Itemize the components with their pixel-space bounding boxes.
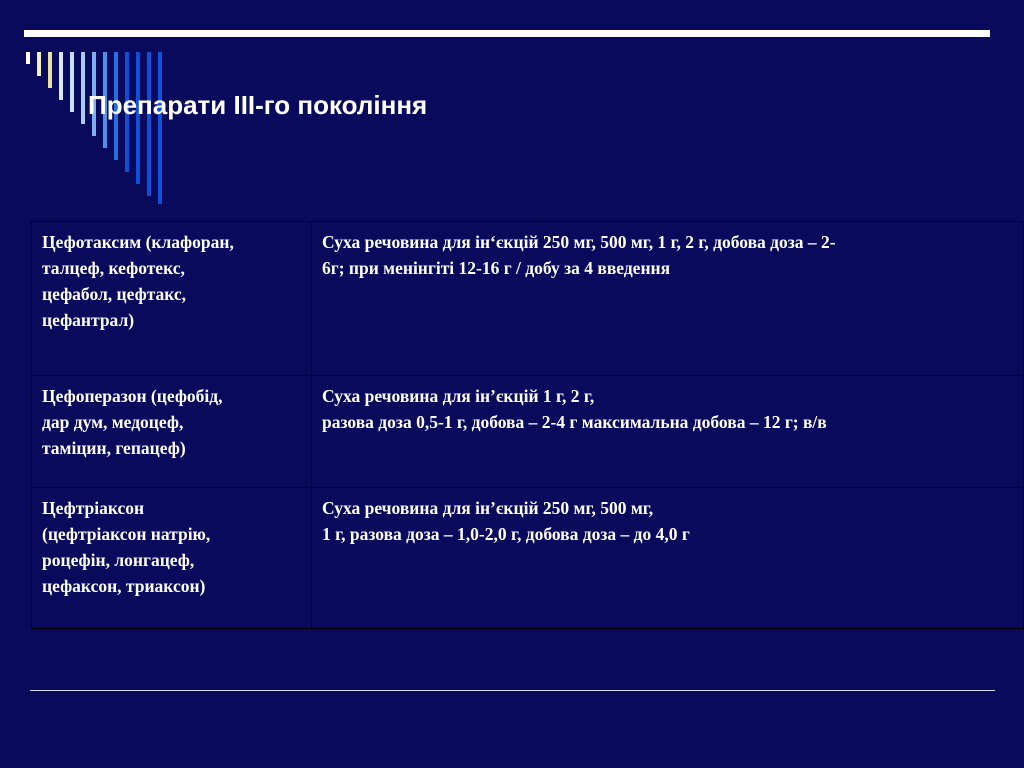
stripe [70,52,74,112]
dosage-cell [312,222,1024,376]
stripe [26,52,30,64]
drug-table [31,221,1024,629]
dosage-cell [312,488,1024,629]
stripe [81,52,85,124]
stripe [37,52,41,76]
stripe [59,52,63,100]
dosage-line: Суха речовина для ін’єкцій 250 мг, 500 мг, [322,498,654,518]
drug-name-line: Цефоперазон (цефобід, [42,386,223,406]
dosage-cell [312,376,1024,488]
drug-name-line: (цефтріаксон натрію, [42,524,211,544]
slide-title: Препарати ІІІ-го покоління [88,90,428,120]
drug-name-line: дар дум, медоцеф, [42,412,184,432]
stripe [147,52,151,196]
table-row [32,488,1024,629]
dosage-line: 6г; при менінгіті 12-16 г / добу за 4 введення [322,258,671,278]
drug-name-line: таміцин, гепацеф) [42,438,186,458]
bottom-rule [30,690,995,691]
drug-name-cell [32,376,312,488]
drug-name-line: роцефін, лонгацеф, [42,550,195,570]
drug-name-line: цефабол, цефтакс, [42,284,187,304]
drug-name-line: Цефотаксим (клафоран, [42,232,234,252]
drug-name-line: цефаксон, триаксон) [42,576,206,596]
drug-name-cell [32,488,312,629]
dosage-line: Суха речовина для ін‘єкцій 250 мг, 500 мг, 1 г, 2 г, добова доза – 2- [322,232,836,252]
dosage-line: 1 г, разова доза – 1,0-2,0 г, добова доза – до 4,0 г [322,524,690,544]
dosage-line: разова доза 0,5-1 г, добова – 2-4 г максимальна добова – 12 г; в/в [322,412,827,432]
table-row [32,376,1024,488]
table-row [32,222,1024,376]
stripe [48,52,52,88]
drug-name-line: цефантрал) [42,310,135,330]
drug-name-line: Цефтріаксон [42,498,145,518]
dosage-line: Суха речовина для ін’єкцій 1 г, 2 г, [322,386,595,406]
stripe [158,52,162,204]
drug-name-cell [32,222,312,376]
drug-name-line: талцеф, кефотекс, [42,258,185,278]
